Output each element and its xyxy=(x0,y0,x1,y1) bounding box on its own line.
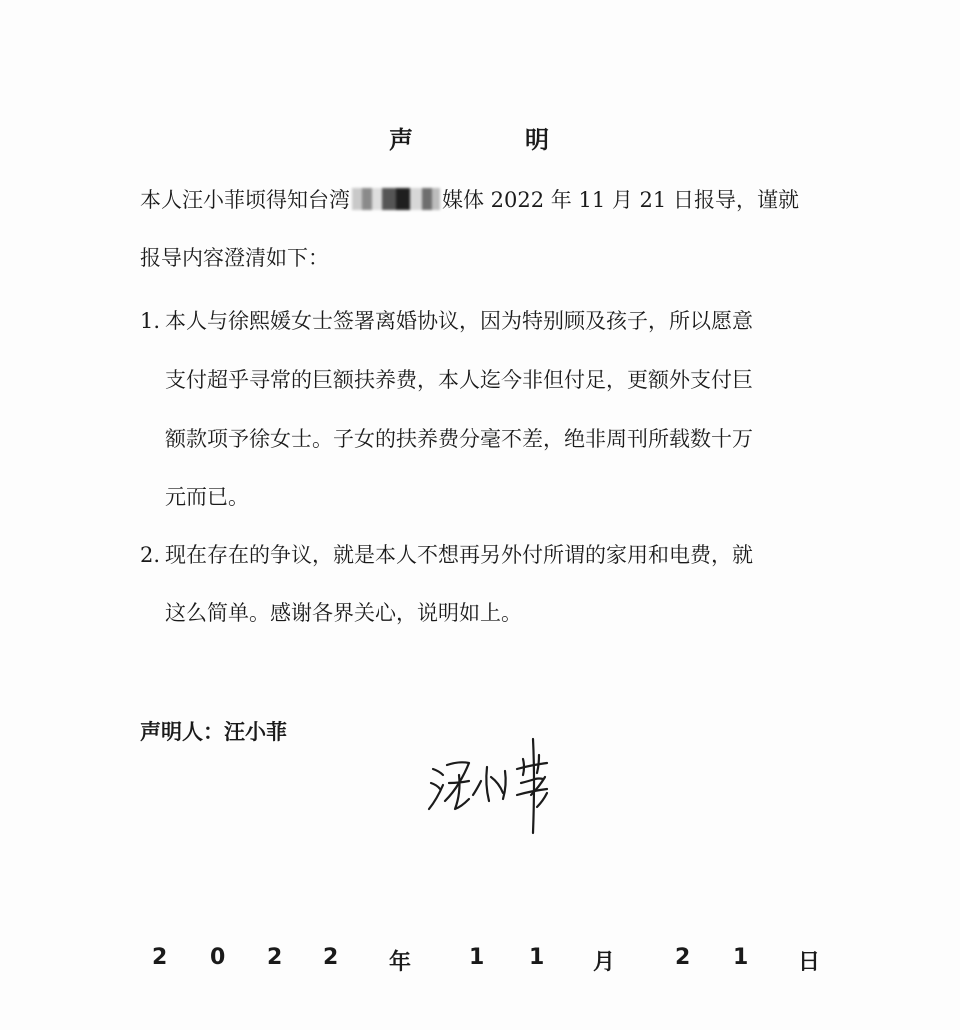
redacted-blur xyxy=(352,188,440,210)
date-year-digit-1: 2 xyxy=(152,945,168,970)
item-1-line-4: 元而已。 xyxy=(165,485,249,509)
signer-label: 声明人：汪小菲 xyxy=(140,720,287,744)
date-month-char: 月 xyxy=(593,950,616,975)
handwritten-signature xyxy=(425,735,565,835)
date-month-digit-1: 1 xyxy=(469,945,485,970)
date-year-digit-4: 2 xyxy=(323,945,339,970)
item-2-line-2: 这么简单。感谢各界关心，说明如上。 xyxy=(165,601,522,625)
date-year-digit-2: 0 xyxy=(210,945,226,970)
item-number-1: 1. xyxy=(140,309,161,333)
date-day-char: 日 xyxy=(798,950,821,975)
document-title: 声 明 xyxy=(389,126,593,154)
date-month-digit-2: 1 xyxy=(529,945,545,970)
intro-text-before: 本人汪小菲顷得知台湾 xyxy=(140,188,350,212)
item-2-line-1: 现在存在的争议，就是本人不想再另外付所谓的家用和电费，就 xyxy=(165,543,753,567)
date-line xyxy=(0,945,960,985)
item-1-line-3: 额款项予徐女士。子女的扶养费分毫不差，绝非周刊所载数十万 xyxy=(165,427,753,451)
intro-line-1 xyxy=(140,171,799,229)
item-number-2: 2. xyxy=(140,543,161,567)
intro-text-after: 媒体 2022 年 11 月 21 日报导，谨就 xyxy=(442,188,799,212)
date-day-digit-2: 1 xyxy=(733,945,749,970)
date-year-char: 年 xyxy=(389,950,412,975)
intro-line-2: 报导内容澄清如下： xyxy=(140,246,329,270)
item-1-line-1: 本人与徐熙媛女士签署离婚协议，因为特别顾及孩子，所以愿意 xyxy=(165,309,753,333)
date-day-digit-1: 2 xyxy=(675,945,691,970)
item-1-line-2: 支付超乎寻常的巨额扶养费，本人迄今非但付足，更额外支付巨 xyxy=(165,368,753,392)
date-year-digit-3: 2 xyxy=(267,945,283,970)
